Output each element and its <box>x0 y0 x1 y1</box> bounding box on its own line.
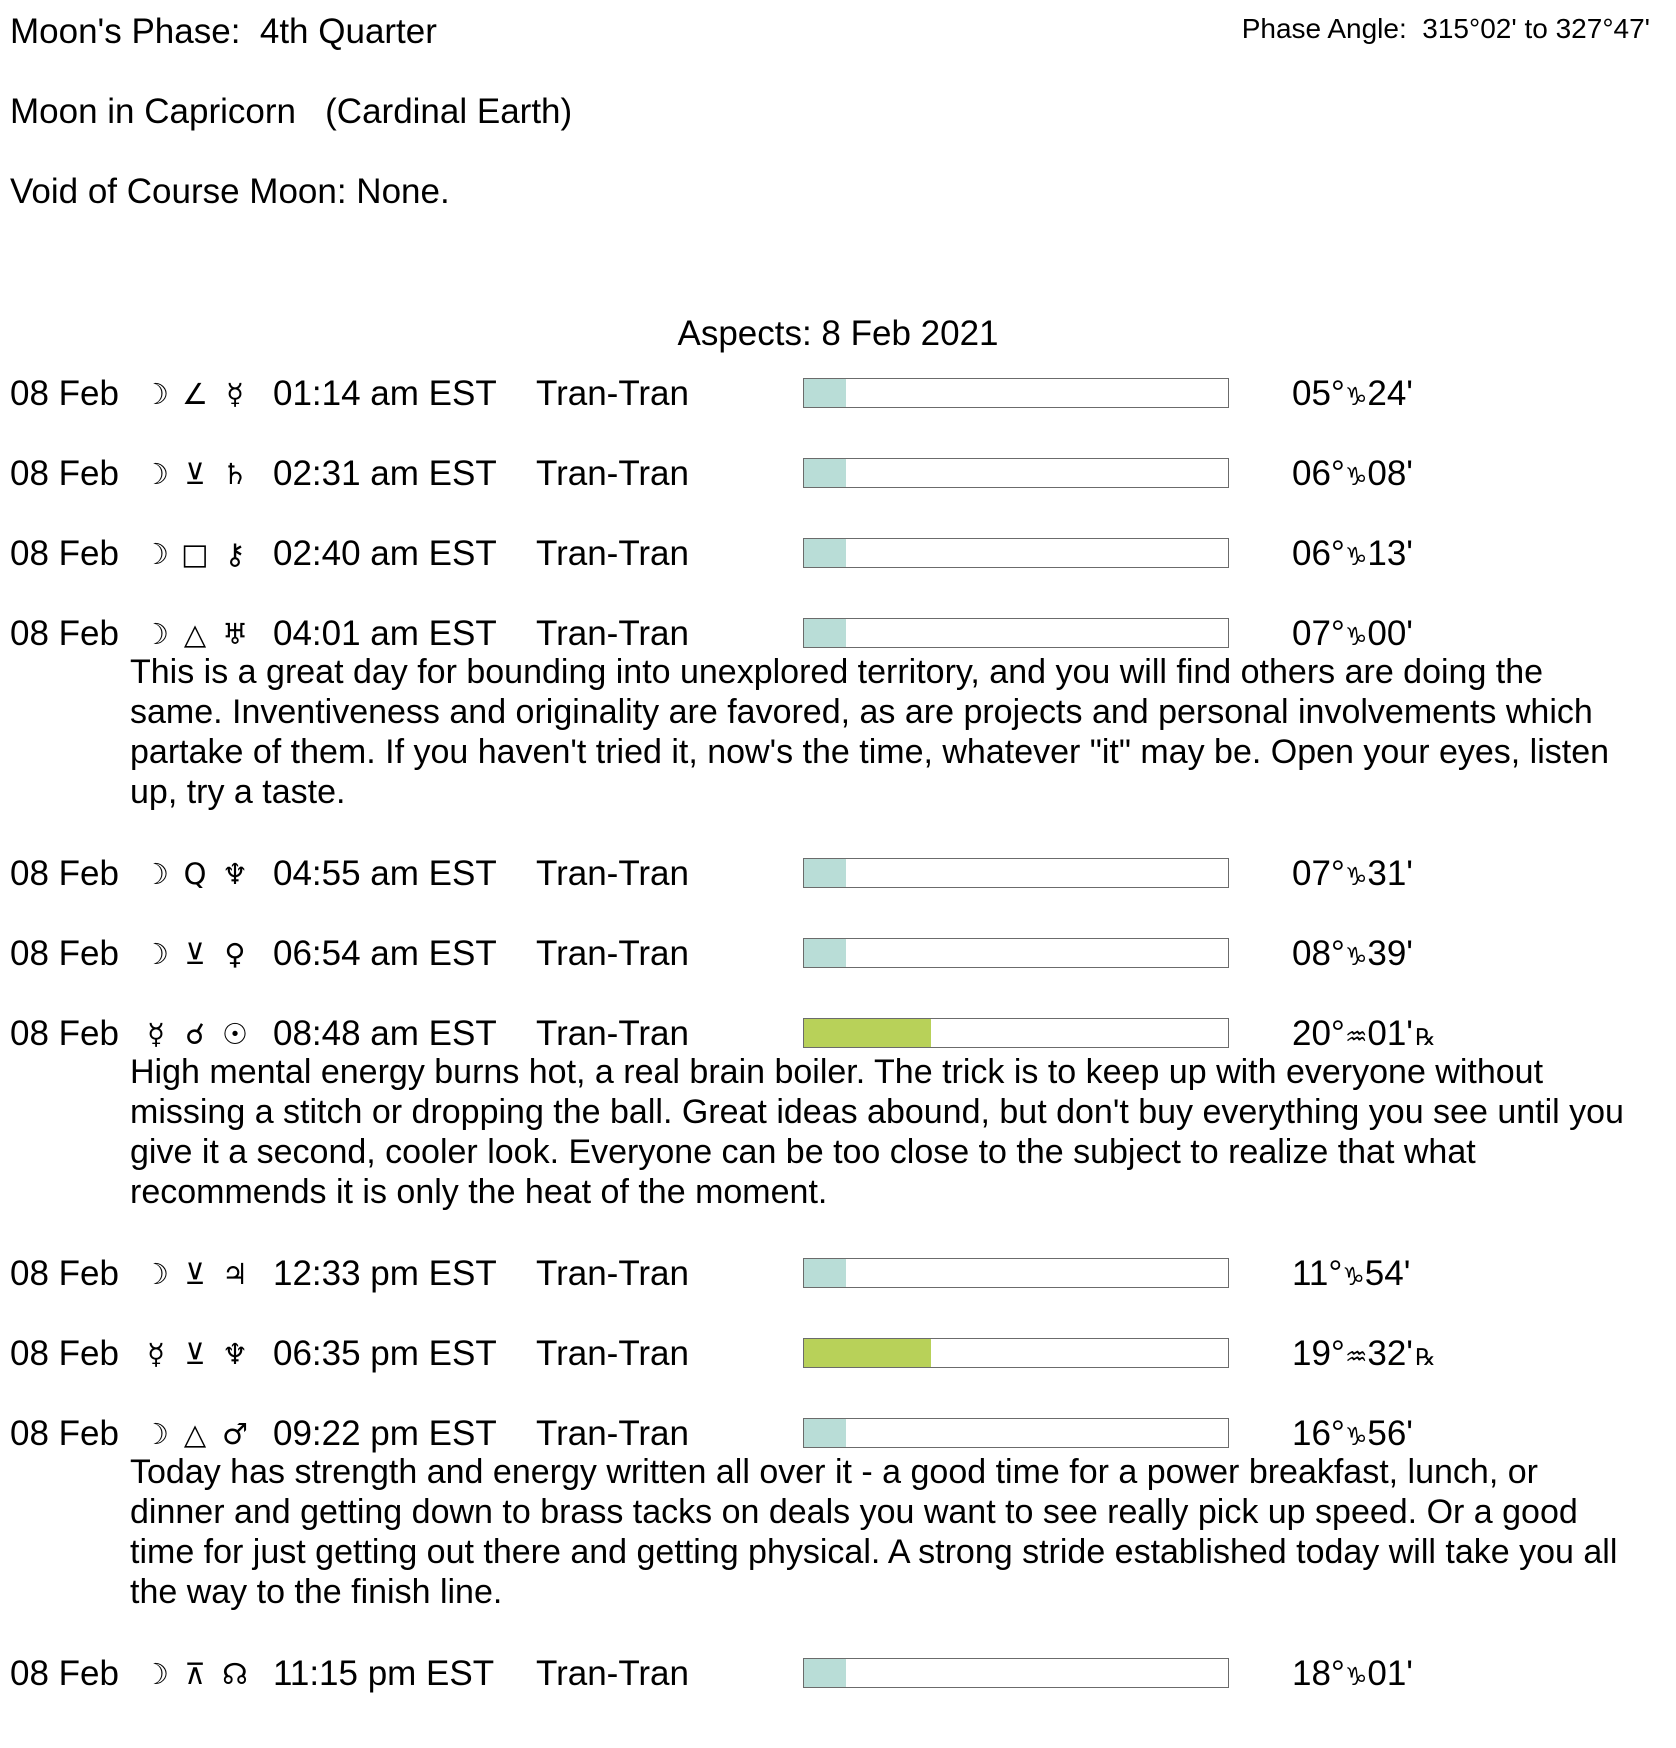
sesquiquadrate-glyph: ⊼ <box>184 1657 206 1691</box>
aspect-date: 08 Feb <box>10 854 119 893</box>
zodiac-position <box>1292 452 1413 499</box>
zodiac-position <box>1292 372 1413 419</box>
position-minutes: 00' <box>1367 614 1413 653</box>
quincunx-glyph: ⊻ <box>184 937 206 971</box>
zodiac-position <box>1292 1252 1410 1299</box>
strength-bar-fill <box>804 619 846 647</box>
aspect-date: 08 Feb <box>10 1334 119 1373</box>
aspect-row <box>0 372 1676 416</box>
aspect-type: Tran-Tran <box>536 1414 689 1453</box>
aspect-type: Tran-Tran <box>536 614 689 653</box>
strength-bar-fill <box>804 379 846 407</box>
aspect-date: 08 Feb <box>10 454 119 493</box>
zodiac-position <box>1292 1012 1436 1060</box>
aspect-time: 02:40 am EST <box>273 534 497 573</box>
square-glyph: □ <box>181 537 209 571</box>
aspect-row <box>0 1252 1676 1296</box>
aspect-row <box>0 532 1676 576</box>
phase-angle: Phase Angle: 315°02' to 327°47' <box>1241 13 1650 44</box>
capricorn-icon: ♑ <box>1344 462 1368 491</box>
aspect-time: 04:01 am EST <box>273 614 497 653</box>
position-minutes: 56' <box>1367 1414 1413 1453</box>
position-degrees: 19° <box>1292 1334 1345 1373</box>
moon-glyph: ☽ <box>143 1257 169 1291</box>
aspect-time: 11:15 pm EST <box>273 1654 495 1693</box>
moon-glyph: ☽ <box>143 1657 169 1691</box>
sun-glyph: ☉ <box>222 1017 248 1051</box>
aspect-date: 08 Feb <box>10 1254 119 1293</box>
zodiac-position <box>1292 1412 1413 1459</box>
node-glyph: ☊ <box>222 1657 248 1691</box>
capricorn-icon: ♑ <box>1344 942 1368 971</box>
aquarius-icon: ♒ <box>1344 1342 1368 1371</box>
aspect-time: 01:14 am EST <box>273 374 497 413</box>
trine-glyph: △ <box>183 617 207 651</box>
aspect-type: Tran-Tran <box>536 1334 689 1373</box>
strength-bar-fill <box>804 459 846 487</box>
strength-bar <box>803 458 1229 488</box>
zodiac-position <box>1292 1332 1436 1380</box>
moon-sign: Moon in Capricorn (Cardinal Earth) <box>10 92 573 131</box>
strength-bar-fill <box>804 859 846 887</box>
strength-bar <box>803 618 1229 648</box>
strength-bar <box>803 1338 1229 1368</box>
aspect-date: 08 Feb <box>10 1654 119 1693</box>
zodiac-position <box>1292 852 1413 899</box>
aspect-time: 04:55 am EST <box>273 854 497 893</box>
position-degrees: 06° <box>1292 534 1345 573</box>
aspect-type: Tran-Tran <box>536 1654 689 1693</box>
aspect-row <box>0 1332 1676 1376</box>
retrograde-icon: ℞ <box>1414 1025 1436 1051</box>
aspect-type: Tran-Tran <box>536 1014 689 1053</box>
aspect-time: 02:31 am EST <box>273 454 497 493</box>
strength-bar <box>803 1258 1229 1288</box>
zodiac-position <box>1292 612 1413 659</box>
moon-glyph: ☽ <box>143 377 169 411</box>
conjunction-glyph: ☌ <box>185 1017 205 1051</box>
aspect-entry <box>0 1332 1676 1412</box>
strength-bar <box>803 1418 1229 1448</box>
mars-glyph: ♂ <box>222 1417 248 1451</box>
uranus-glyph: ♅ <box>222 617 248 651</box>
quincunx-glyph: ⊻ <box>184 1337 206 1371</box>
strength-bar-fill <box>804 1419 846 1447</box>
aspect-row <box>0 1012 1676 1056</box>
aspect-type: Tran-Tran <box>536 1254 689 1293</box>
position-minutes: 54' <box>1364 1254 1411 1293</box>
moon-glyph: ☽ <box>143 617 169 651</box>
position-degrees: 20° <box>1292 1014 1345 1053</box>
aspect-interpretation: High mental energy burns hot, a real brain boiler. The trick is to keep up with everyone without missing a stitch or dropping the ball. Great ideas abound, but don't buy everything you see until you give it a second, cooler look. Everyone can be too close to the subject to realize that what recommends it is only the heat of the moment. <box>130 1053 1624 1211</box>
capricorn-icon: ♑ <box>1344 382 1368 411</box>
position-degrees: 06° <box>1292 454 1345 493</box>
aspect-row <box>0 1652 1676 1696</box>
mercury-glyph: ☿ <box>226 377 244 411</box>
position-minutes: 31' <box>1367 854 1413 893</box>
aspect-entry <box>0 372 1676 452</box>
aspect-time: 08:48 am EST <box>273 1014 497 1053</box>
moon-glyph: ☽ <box>143 1417 169 1451</box>
aspect-type: Tran-Tran <box>536 374 689 413</box>
mercury-glyph: ☿ <box>147 1017 165 1051</box>
aspect-date: 08 Feb <box>10 934 119 973</box>
aspect-type: Tran-Tran <box>536 854 689 893</box>
strength-bar <box>803 1658 1229 1688</box>
quincunx-glyph: ⊻ <box>184 1257 206 1291</box>
aspect-time: 09:22 pm EST <box>273 1414 497 1453</box>
aspect-row <box>0 612 1676 656</box>
position-degrees: 08° <box>1292 934 1345 973</box>
position-minutes: 32' <box>1367 1334 1413 1373</box>
aspect-row <box>0 852 1676 896</box>
aspect-time: 12:33 pm EST <box>273 1254 497 1293</box>
capricorn-icon: ♑ <box>1344 862 1368 891</box>
moon-glyph: ☽ <box>143 537 169 571</box>
moon-glyph: ☽ <box>143 937 169 971</box>
chiron-glyph: ⚷ <box>224 537 246 571</box>
aspect-interpretation: This is a great day for bounding into unexplored territory, and you will find others are doing the same. Inventiveness and originality are favored, as are projects and personal involvements which partake of them. If you haven't tried it, now's the time, whatever "it" may be. Open your eyes, listen up, try a taste. <box>130 653 1610 811</box>
position-degrees: 07° <box>1292 614 1345 653</box>
aspect-time: 06:35 pm EST <box>273 1334 497 1373</box>
aspect-entry <box>0 1012 1676 1252</box>
aspect-entry <box>0 932 1676 1012</box>
position-degrees: 11° <box>1292 1254 1343 1293</box>
position-minutes: 13' <box>1367 534 1413 573</box>
aspects-title: Aspects: 8 Feb 2021 <box>677 314 999 353</box>
moon-glyph: ☽ <box>143 857 169 891</box>
aspect-entry <box>0 612 1676 852</box>
position-degrees: 07° <box>1292 854 1345 893</box>
strength-bar-fill <box>804 1339 931 1367</box>
aspect-row <box>0 932 1676 976</box>
position-minutes: 01' <box>1367 1654 1413 1693</box>
aspect-entry <box>0 1412 1676 1652</box>
aspect-entry <box>0 1652 1676 1732</box>
aspect-date: 08 Feb <box>10 614 119 653</box>
aspect-row <box>0 452 1676 496</box>
strength-bar-fill <box>804 1659 846 1687</box>
position-minutes: 24' <box>1367 374 1413 413</box>
retrograde-icon: ℞ <box>1414 1345 1436 1371</box>
zodiac-position <box>1292 932 1413 979</box>
trine-glyph: △ <box>183 1417 207 1451</box>
aspect-type: Tran-Tran <box>536 534 689 573</box>
aspect-entry <box>0 532 1676 612</box>
venus-glyph: ♀ <box>224 937 246 971</box>
aspect-type: Tran-Tran <box>536 934 689 973</box>
aspect-entry <box>0 852 1676 932</box>
strength-bar-fill <box>804 939 846 967</box>
capricorn-icon: ♑ <box>1344 1662 1368 1691</box>
aspect-list <box>0 372 1676 1732</box>
aspect-interpretation: Today has strength and energy written all over it - a good time for a power breakfast, lunch, or dinner and getting down to brass tacks on deals you want to see really pick up speed. Or a good time for just getting out there and getting physical. A strong stride established today will take you all the way to the finish line. <box>130 1453 1618 1611</box>
saturn-glyph: ♄ <box>222 457 248 491</box>
position-degrees: 16° <box>1292 1414 1345 1453</box>
aspect-time: 06:54 am EST <box>273 934 497 973</box>
jupiter-glyph: ♃ <box>222 1257 248 1291</box>
capricorn-icon: ♑ <box>1342 1262 1365 1291</box>
zodiac-position <box>1292 1652 1413 1699</box>
position-degrees: 05° <box>1292 374 1345 413</box>
moon-phase: Moon's Phase: 4th Quarter <box>10 12 437 51</box>
position-minutes: 08' <box>1367 454 1413 493</box>
aspect-date: 08 Feb <box>10 374 119 413</box>
quintile-glyph: Q <box>183 857 207 891</box>
strength-bar <box>803 378 1229 408</box>
strength-bar <box>803 538 1229 568</box>
aspect-date: 08 Feb <box>10 1014 119 1053</box>
mercury-glyph: ☿ <box>147 1337 165 1371</box>
strength-bar-fill <box>804 539 846 567</box>
strength-bar-fill <box>804 1259 846 1287</box>
aspect-entry <box>0 452 1676 532</box>
aspect-row <box>0 1412 1676 1456</box>
strength-bar <box>803 858 1229 888</box>
capricorn-icon: ♑ <box>1344 622 1368 651</box>
position-degrees: 18° <box>1292 1654 1345 1693</box>
capricorn-icon: ♑ <box>1344 542 1368 571</box>
quincunx-glyph: ⊻ <box>184 457 206 491</box>
aspect-date: 08 Feb <box>10 1414 119 1453</box>
neptune-glyph: ♆ <box>222 1337 248 1371</box>
aquarius-icon: ♒ <box>1344 1022 1368 1051</box>
neptune-glyph: ♆ <box>222 857 248 891</box>
aspect-type: Tran-Tran <box>536 454 689 493</box>
semisquare-glyph: ∠ <box>182 377 208 411</box>
strength-bar <box>803 1018 1229 1048</box>
zodiac-position <box>1292 532 1413 579</box>
position-minutes: 39' <box>1367 934 1413 973</box>
position-minutes: 01' <box>1367 1014 1413 1053</box>
aspect-date: 08 Feb <box>10 534 119 573</box>
aspect-entry <box>0 1252 1676 1332</box>
capricorn-icon: ♑ <box>1344 1422 1368 1451</box>
void-of-course: Void of Course Moon: None. <box>10 172 450 211</box>
moon-glyph: ☽ <box>143 457 169 491</box>
strength-bar-fill <box>804 1019 931 1047</box>
strength-bar <box>803 938 1229 968</box>
